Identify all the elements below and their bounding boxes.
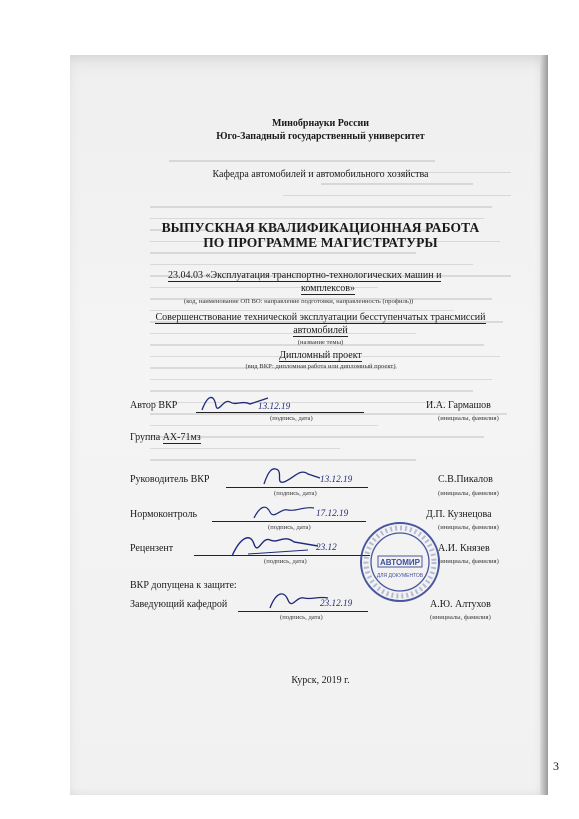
head-name-caption: (инициалы, фамилия) xyxy=(430,614,491,621)
normcontrol-sign-caption: (подпись, дата) xyxy=(268,524,311,531)
page-number: 3 xyxy=(553,759,559,773)
admission-text: ВКР допущена к защите: xyxy=(130,580,237,591)
author-name-caption: (инициалы, фамилия) xyxy=(438,415,499,422)
reviewer-label: Рецензент xyxy=(130,543,174,554)
normcontrol-label: Нормоконтроль xyxy=(130,509,198,520)
program-caption: (код, наименование ОП ВО: направление подготовки, направленность (профиль)) xyxy=(184,298,414,305)
group-line xyxy=(130,432,201,443)
normcontrol-name-caption: (инициалы, фамилия) xyxy=(438,524,499,531)
supervisor-sign-date: 13.12.19 xyxy=(320,474,353,484)
supervisor-name-caption: (инициалы, фамилия) xyxy=(438,490,499,497)
head-name: А.Ю. Алтухов xyxy=(430,599,491,610)
author-sign-date: 13.12.19 xyxy=(258,401,291,411)
work-type: Дипломный проект xyxy=(279,350,362,361)
reviewer-sign-caption: (подпись, дата) xyxy=(264,558,307,565)
reviewer-name: А.И. Князев xyxy=(438,543,490,554)
topic-caption: (название темы) xyxy=(297,339,344,346)
reviewer-signature xyxy=(228,528,328,562)
department-name: Кафедра автомобилей и автомобильного хозяйства xyxy=(212,169,429,180)
normcontrol-name: Д.П. Кузнецова xyxy=(426,509,492,520)
reviewer-sign-date: 23.12 xyxy=(316,542,337,552)
organization-stamp xyxy=(358,520,442,604)
document-title: ВЫПУСКНАЯ КВАЛИФИКАЦИОННАЯ РАБОТА xyxy=(161,220,480,235)
city-year: Курск, 2019 г. xyxy=(291,675,350,686)
stamp-subtext: ДЛЯ ДОКУМЕНТОВ xyxy=(376,573,424,579)
topic-line-1 xyxy=(108,312,533,323)
reviewer-name-caption: (инициалы, фамилия) xyxy=(438,558,499,565)
head-sign-caption: (подпись, дата) xyxy=(280,614,323,621)
document-subtitle: ПО ПРОГРАММЕ МАГИСТРАТУРЫ xyxy=(203,235,438,250)
ministry-name: Минобрнауки России xyxy=(271,118,370,129)
topic-line-2 xyxy=(108,325,533,336)
author-name: И.А. Гармашов xyxy=(426,400,491,411)
program-line-2 xyxy=(168,283,488,294)
head-sign-date: 23.12.19 xyxy=(320,598,353,608)
normcontrol-sign-date: 17.12.19 xyxy=(316,508,349,518)
scanned-page-edge xyxy=(540,55,548,795)
topic-title-end: автомобилей xyxy=(293,325,348,336)
group-value: АХ-71мз xyxy=(162,432,201,443)
group-label: Группа xyxy=(130,432,161,443)
program-line-1 xyxy=(168,270,441,281)
program-code-name: 23.04.03 «Эксплуатация транспортно-технологических машин и xyxy=(168,270,442,281)
work-type-caption: (вид ВКР: дипломная работа или дипломный проект) xyxy=(245,363,396,370)
supervisor-label: Руководитель ВКР xyxy=(130,474,210,485)
university-name: Юго-Западный государственный университет xyxy=(216,131,425,142)
supervisor-name: С.В.Пикалов xyxy=(438,474,493,485)
head-of-department-label: Заведующий кафедрой xyxy=(130,599,228,610)
work-type-line xyxy=(108,350,533,361)
title-page xyxy=(108,72,533,712)
stamp-word: АВТОМИР xyxy=(380,558,420,567)
topic-title: Совершенствование технической эксплуатации бесступенчатых трансмиссий xyxy=(155,312,486,323)
supervisor-sign-caption: (подпись, дата) xyxy=(274,490,317,497)
program-name-end: комплексов» xyxy=(300,283,356,294)
author-sign-caption: (подпись, дата) xyxy=(270,415,313,422)
author-label: Автор ВКР xyxy=(130,400,178,411)
